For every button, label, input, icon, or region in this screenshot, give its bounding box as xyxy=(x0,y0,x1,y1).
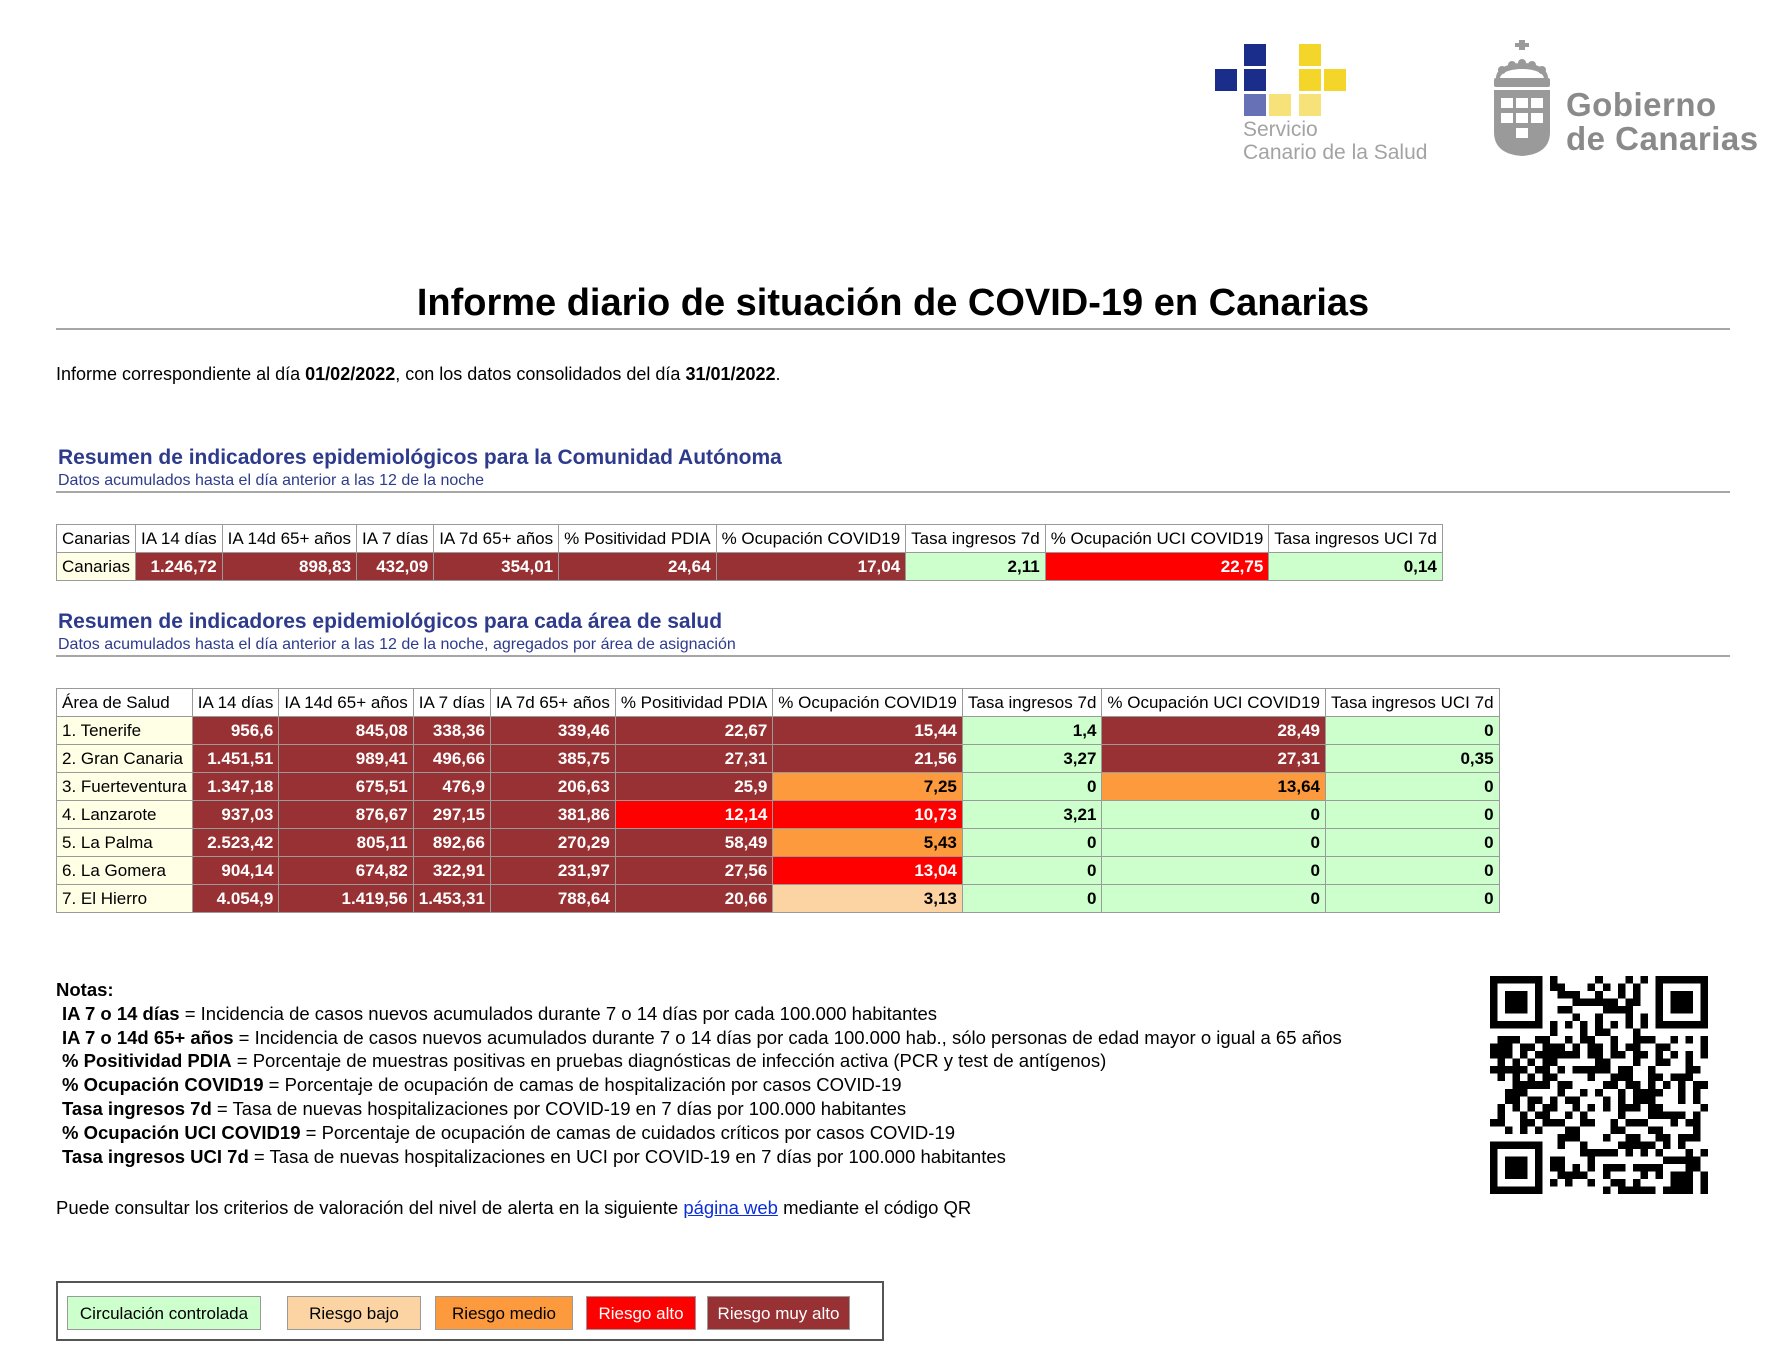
indicator-value-cell: 20,66 xyxy=(615,885,772,913)
note-description: = Incidencia de casos nuevos acumulados durante 7 o 14 días por cada 100.000 habitantes xyxy=(179,1002,938,1024)
indicator-value-cell: 1.347,18 xyxy=(192,773,279,801)
column-header: Tasa ingresos UCI 7d xyxy=(1269,525,1443,553)
note-item xyxy=(56,1002,1342,1026)
indicator-value-cell: 1.246,72 xyxy=(136,553,223,581)
indicator-value-cell: 0 xyxy=(1326,829,1500,857)
row-name-cell: 6. La Gomera xyxy=(57,857,193,885)
indicator-value-cell: 17,04 xyxy=(716,553,906,581)
column-header: IA 7 días xyxy=(413,689,490,717)
column-header: IA 7d 65+ años xyxy=(434,525,559,553)
indicator-value-cell: 892,66 xyxy=(413,829,490,857)
indicator-value-cell: 5,43 xyxy=(773,829,963,857)
indicator-value-cell: 322,91 xyxy=(413,857,490,885)
indicator-value-cell: 3,21 xyxy=(962,801,1102,829)
note-term: Tasa ingresos 7d xyxy=(62,1097,212,1119)
areas-section-subtitle: Datos acumulados hasta el día anterior a las 12 de la noche, agregados por área de asignación xyxy=(58,636,736,653)
qr-code-graphic xyxy=(1490,976,1708,1194)
risk-legend xyxy=(56,1281,884,1341)
note-description: = Tasa de nuevas hospitalizaciones por COVID-19 en 7 días por 100.000 habitantes xyxy=(211,1097,907,1119)
indicator-value-cell: 354,01 xyxy=(434,553,559,581)
notes-heading: Notas: xyxy=(56,979,114,1000)
consult-suffix: mediante el código QR xyxy=(777,1197,972,1218)
indicator-value-cell: 956,6 xyxy=(192,717,279,745)
table-row xyxy=(57,885,1500,913)
note-term: % Positividad PDIA xyxy=(62,1050,232,1072)
note-term: Tasa ingresos UCI 7d xyxy=(62,1145,249,1167)
indicator-value-cell: 24,64 xyxy=(559,553,716,581)
column-header: IA 14d 65+ años xyxy=(279,689,413,717)
indicator-value-cell: 27,31 xyxy=(615,745,772,773)
row-name-cell: 3. Fuerteventura xyxy=(57,773,193,801)
indicator-value-cell: 937,03 xyxy=(192,801,279,829)
indicator-value-cell: 25,9 xyxy=(615,773,772,801)
column-header: IA 14 días xyxy=(136,525,223,553)
indicator-value-cell: 58,49 xyxy=(615,829,772,857)
note-description: = Porcentaje de muestras positivas en pruebas diagnósticas de infección activa (PCR y test de antígenos) xyxy=(231,1050,1107,1072)
community-indicators-table xyxy=(56,524,1443,581)
note-item xyxy=(56,1026,1342,1050)
indicator-value-cell: 0 xyxy=(962,829,1102,857)
indicator-value-cell: 13,64 xyxy=(1102,773,1326,801)
indicator-value-cell: 381,86 xyxy=(490,801,615,829)
note-description: = Porcentaje de ocupación de camas de cuidados críticos por casos COVID-19 xyxy=(300,1121,956,1143)
indicator-value-cell: 674,82 xyxy=(279,857,413,885)
note-description: = Incidencia de casos nuevos acumulados durante 7 o 14 días por cada 100.000 hab., sólo personas de edad mayor o igual a 65 años xyxy=(233,1026,1342,1048)
legend-item-vhigh: Riesgo muy alto xyxy=(707,1296,850,1330)
note-description: = Tasa de nuevas hospitalizaciones en UCI por COVID-19 en 7 días por 100.000 habitantes xyxy=(248,1145,1006,1167)
intro-prefix: Informe correspondiente al día xyxy=(56,364,306,384)
indicator-value-cell: 10,73 xyxy=(773,801,963,829)
column-header: IA 14 días xyxy=(192,689,279,717)
indicator-value-cell: 876,67 xyxy=(279,801,413,829)
indicator-value-cell: 339,46 xyxy=(490,717,615,745)
indicator-value-cell: 845,08 xyxy=(279,717,413,745)
indicator-value-cell: 270,29 xyxy=(490,829,615,857)
indicator-value-cell: 0 xyxy=(1326,801,1500,829)
column-header: IA 14d 65+ años xyxy=(222,525,356,553)
row-name-cell: 1. Tenerife xyxy=(57,717,193,745)
indicator-value-cell: 0 xyxy=(1326,857,1500,885)
consult-prefix: Puede consultar los criterios de valoración del nivel de alerta en la siguiente xyxy=(56,1197,684,1218)
indicator-value-cell: 297,15 xyxy=(413,801,490,829)
column-header: IA 7 días xyxy=(357,525,434,553)
indicator-value-cell: 206,63 xyxy=(490,773,615,801)
indicator-value-cell: 432,09 xyxy=(357,553,434,581)
indicator-value-cell: 385,75 xyxy=(490,745,615,773)
gob-logo-line1: Gobierno xyxy=(1566,86,1717,123)
indicator-value-cell: 898,83 xyxy=(222,553,356,581)
indicator-value-cell: 0 xyxy=(962,885,1102,913)
note-item xyxy=(56,1121,1342,1145)
note-term: IA 7 o 14d 65+ años xyxy=(62,1026,234,1048)
legend-item-high: Riesgo alto xyxy=(586,1296,696,1330)
note-item xyxy=(56,1049,1342,1073)
indicator-value-cell: 28,49 xyxy=(1102,717,1326,745)
column-header: Tasa ingresos UCI 7d xyxy=(1326,689,1500,717)
indicator-value-cell: 3,13 xyxy=(773,885,963,913)
indicator-value-cell: 15,44 xyxy=(773,717,963,745)
note-item xyxy=(56,1097,1342,1121)
indicator-value-cell: 21,56 xyxy=(773,745,963,773)
indicator-value-cell: 1.419,56 xyxy=(279,885,413,913)
indicator-value-cell: 0 xyxy=(1102,801,1326,829)
title-divider xyxy=(56,328,1730,330)
indicator-value-cell: 1.453,31 xyxy=(413,885,490,913)
community-divider xyxy=(56,491,1730,493)
indicator-value-cell: 476,9 xyxy=(413,773,490,801)
indicator-value-cell: 0 xyxy=(1326,773,1500,801)
report-intro xyxy=(56,364,781,385)
legend-item-ctrl: Circulación controlada xyxy=(67,1296,261,1330)
indicator-value-cell: 989,41 xyxy=(279,745,413,773)
consult-text xyxy=(56,1197,971,1219)
indicator-value-cell: 0 xyxy=(1326,885,1500,913)
column-header: Tasa ingresos 7d xyxy=(906,525,1046,553)
coat-of-arms-icon xyxy=(1490,40,1554,158)
scs-logo-line2: Canario de la Salud xyxy=(1243,141,1428,164)
indicator-value-cell: 805,11 xyxy=(279,829,413,857)
indicator-value-cell: 0 xyxy=(1102,829,1326,857)
gob-logo-line2: de Canarias xyxy=(1566,120,1759,157)
community-section-subtitle: Datos acumulados hasta el día anterior a las 12 de la noche xyxy=(58,472,485,489)
column-header: % Positividad PDIA xyxy=(615,689,772,717)
indicator-value-cell: 0 xyxy=(962,857,1102,885)
indicator-value-cell: 2.523,42 xyxy=(192,829,279,857)
indicator-value-cell: 0 xyxy=(1102,857,1326,885)
indicator-value-cell: 904,14 xyxy=(192,857,279,885)
row-name-cell: Canarias xyxy=(57,553,136,581)
note-term: % Ocupación UCI COVID19 xyxy=(62,1121,301,1143)
table-row xyxy=(57,773,1500,801)
table-row xyxy=(57,829,1500,857)
areas-indicators-table xyxy=(56,688,1500,913)
indicator-value-cell: 22,67 xyxy=(615,717,772,745)
indicator-value-cell: 0,35 xyxy=(1326,745,1500,773)
indicator-value-cell: 27,31 xyxy=(1102,745,1326,773)
row-name-cell: 5. La Palma xyxy=(57,829,193,857)
column-header: Tasa ingresos 7d xyxy=(962,689,1102,717)
legend-item-low: Riesgo bajo xyxy=(287,1296,421,1330)
note-term: IA 7 o 14 días xyxy=(62,1002,180,1024)
indicator-value-cell: 3,27 xyxy=(962,745,1102,773)
column-header: % Ocupación UCI COVID19 xyxy=(1045,525,1269,553)
notes-block xyxy=(56,978,1342,1168)
table-row xyxy=(57,553,1443,581)
column-header: % Ocupación COVID19 xyxy=(716,525,906,553)
column-header: Canarias xyxy=(57,525,136,553)
qr-code-icon[interactable] xyxy=(1490,976,1708,1194)
column-header: % Ocupación UCI COVID19 xyxy=(1102,689,1326,717)
column-header: % Positividad PDIA xyxy=(559,525,716,553)
indicator-value-cell: 0 xyxy=(1102,885,1326,913)
indicator-value-cell: 4.054,9 xyxy=(192,885,279,913)
scs-logo xyxy=(1215,40,1445,170)
community-section-title: Resumen de indicadores epidemiológicos para la Comunidad Autónoma xyxy=(58,446,782,469)
indicator-value-cell: 22,75 xyxy=(1045,553,1269,581)
indicator-value-cell: 675,51 xyxy=(279,773,413,801)
table-header-row xyxy=(57,689,1500,717)
indicator-value-cell: 27,56 xyxy=(615,857,772,885)
areas-section-title: Resumen de indicadores epidemiológicos para cada área de salud xyxy=(58,610,723,633)
table-row xyxy=(57,745,1500,773)
areas-divider xyxy=(56,655,1730,657)
table-header-row xyxy=(57,525,1443,553)
indicator-value-cell: 13,04 xyxy=(773,857,963,885)
row-name-cell: 7. El Hierro xyxy=(57,885,193,913)
page-title: Informe diario de situación de COVID-19 en Canarias xyxy=(416,282,1370,324)
data-date: 31/01/2022 xyxy=(685,364,776,384)
table-row xyxy=(57,801,1500,829)
row-name-cell: 2. Gran Canaria xyxy=(57,745,193,773)
indicator-value-cell: 12,14 xyxy=(615,801,772,829)
indicator-value-cell: 7,25 xyxy=(773,773,963,801)
row-name-cell: 4. Lanzarote xyxy=(57,801,193,829)
criteria-web-link[interactable]: página web xyxy=(683,1197,778,1218)
indicator-value-cell: 0 xyxy=(962,773,1102,801)
scs-logo-line1: Servicio xyxy=(1243,118,1318,141)
note-term: % Ocupación COVID19 xyxy=(62,1074,264,1096)
indicator-value-cell: 231,97 xyxy=(490,857,615,885)
indicator-value-cell: 496,66 xyxy=(413,745,490,773)
note-item xyxy=(56,1145,1342,1169)
notes-list xyxy=(56,1002,1342,1169)
legend-item-med: Riesgo medio xyxy=(435,1296,573,1330)
table-row xyxy=(57,717,1500,745)
gob-logo xyxy=(1490,40,1760,160)
column-header: % Ocupación COVID19 xyxy=(773,689,963,717)
table-row xyxy=(57,857,1500,885)
note-description: = Porcentaje de ocupación de camas de hospitalización por casos COVID-19 xyxy=(263,1074,902,1096)
intro-suffix: . xyxy=(775,364,781,384)
column-header: IA 7d 65+ años xyxy=(490,689,615,717)
scs-logo-icon xyxy=(1215,40,1355,124)
note-item xyxy=(56,1073,1342,1097)
indicator-value-cell: 338,36 xyxy=(413,717,490,745)
indicator-value-cell: 788,64 xyxy=(490,885,615,913)
column-header: Área de Salud xyxy=(57,689,193,717)
indicator-value-cell: 0,14 xyxy=(1269,553,1443,581)
indicator-value-cell: 0 xyxy=(1326,717,1500,745)
indicator-value-cell: 1.451,51 xyxy=(192,745,279,773)
indicator-value-cell: 2,11 xyxy=(906,553,1046,581)
report-date: 01/02/2022 xyxy=(305,364,396,384)
intro-middle: , con los datos consolidados del día xyxy=(395,364,686,384)
indicator-value-cell: 1,4 xyxy=(962,717,1102,745)
